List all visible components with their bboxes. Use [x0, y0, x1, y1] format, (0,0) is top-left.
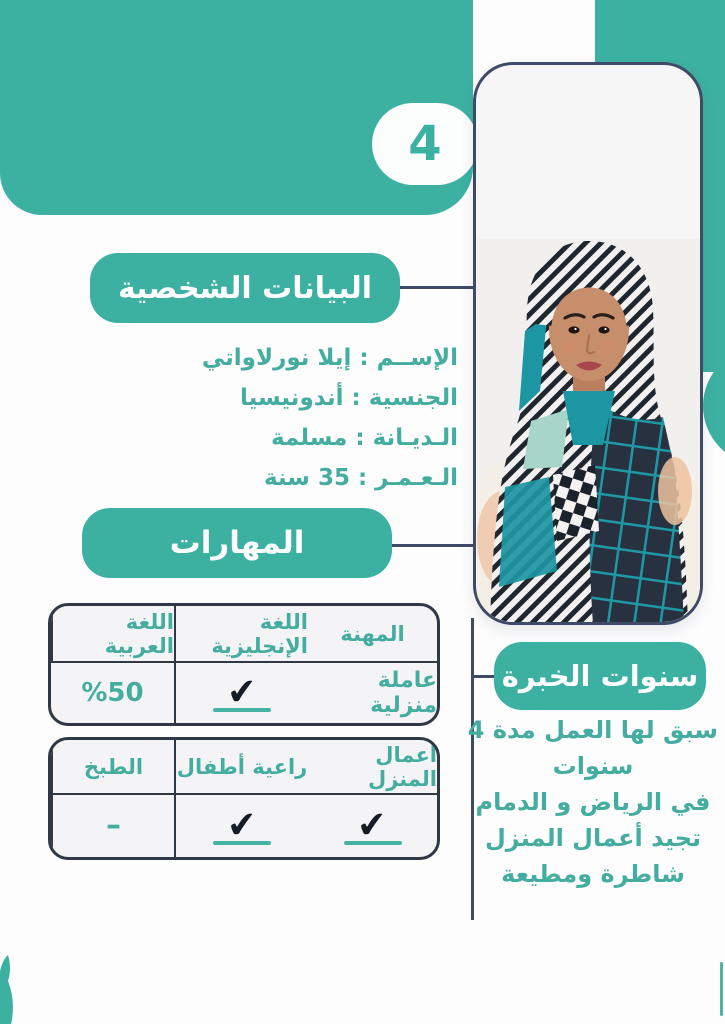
section-title-skills — [82, 508, 392, 578]
candidate-photo — [473, 62, 703, 625]
field-religion-label: الـديـانة — [372, 425, 458, 451]
check-wrap — [213, 670, 271, 714]
experience-line: سبق لها العمل مدة 4 — [467, 716, 718, 744]
experience-line: شاطرة ومطيعة — [501, 860, 685, 888]
connector-line-personal — [398, 286, 476, 289]
separator: : — [351, 345, 377, 371]
experience-line: في الرياض و الدمام — [475, 788, 711, 816]
connector-line-skills — [386, 544, 476, 547]
checkmark-icon: ✔ — [355, 803, 389, 847]
header-housework: أعمال المنزل — [308, 740, 437, 795]
candidate-number-badge — [372, 103, 478, 185]
skills-table-languages — [48, 603, 440, 726]
header-profession: المهنة — [308, 606, 437, 663]
section-title-experience — [494, 642, 706, 710]
dash-icon: – — [106, 808, 121, 843]
value-housework — [308, 795, 437, 857]
field-religion — [100, 418, 458, 458]
bottom-left-teal-blob — [0, 955, 20, 1024]
value-profession: عاملة منزلية — [370, 668, 437, 718]
check-wrap — [344, 803, 402, 847]
checkmark-icon: ✔ — [225, 670, 259, 714]
portrait-illustration — [476, 239, 702, 624]
section-title-skills-label: المهارات — [169, 525, 305, 561]
section-title-personal — [90, 253, 400, 323]
field-name — [100, 338, 458, 378]
field-nationality-value: أندونيسيا — [239, 385, 344, 411]
section-title-personal-label: البيانات الشخصية — [117, 270, 373, 306]
check-wrap — [213, 803, 271, 847]
header-arabic: اللغة العربية — [51, 606, 174, 663]
field-nationality-label: الجنسية — [368, 385, 458, 411]
field-age — [100, 458, 458, 498]
field-age-label: الـعـمـر — [375, 465, 458, 491]
experience-text — [468, 712, 718, 892]
experience-line: تجيد أعمال المنزل — [484, 824, 702, 852]
value-cooking — [51, 795, 174, 857]
field-name-value: إيلا نورلاواتي — [201, 345, 352, 371]
value-english — [174, 663, 308, 723]
separator: : — [349, 465, 376, 491]
field-age-value: 35 سنة — [263, 465, 350, 491]
experience-line: سنوات — [552, 752, 634, 780]
header-english: اللغة الإنجليزية — [174, 606, 308, 663]
personal-data-list — [100, 338, 458, 498]
value-childcare — [174, 795, 308, 857]
section-title-experience-label: سنوات الخبرة — [501, 659, 699, 693]
candidate-number: 4 — [408, 116, 442, 172]
checkmark-icon: ✔ — [225, 803, 259, 847]
bottom-right-teal-line — [720, 962, 723, 1016]
separator: : — [347, 425, 373, 451]
field-nationality — [100, 378, 458, 418]
skills-table-tasks — [48, 737, 440, 860]
header-cooking: الطبخ — [51, 740, 174, 795]
separator: : — [343, 385, 369, 411]
value-arabic-percent: %50 — [81, 678, 144, 708]
field-name-label: الإســم — [376, 345, 458, 371]
field-religion-value: مسلمة — [270, 425, 348, 451]
header-childcare: راعية أطفال — [174, 740, 308, 795]
